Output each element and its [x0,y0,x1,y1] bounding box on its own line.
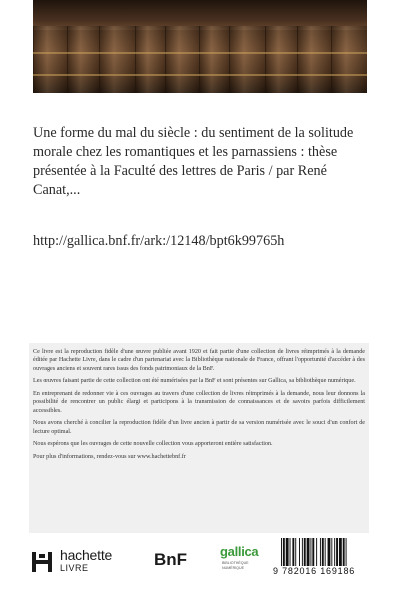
publisher-logos-row [30,538,370,578]
livre-wordmark: LIVRE [60,563,89,573]
hachette-h-logo-icon [30,550,54,574]
barcode-digits: 9 782016 169186 [273,566,356,576]
info-paragraph: Ce livre est la reproduction fidèle d'une œuvre publiée avant 1920 et fait partie d'une collection de livres réimprimés à la demande éditée par Hachette Livre, dans le cadre d'un partenariat avec la Bibliothèque nationale de France, offrant l'opportunité d'accéder à des ouvrages anciens et souvent rares issus des fonds patrimoniaux de la BnF. [33,349,365,372]
info-paragraph: En entreprenant de redonner vie à ces ouvrages au travers d'une collection de livres réimprimés à la demande, nous leur donnons la possibilité de rencontrer un public élargi et participons à la transmission de connaissances et de savoirs parfois difficilement accessibles. [33,391,365,414]
isbn-barcode [273,538,369,576]
barcode-bars-icon [281,538,369,566]
info-paragraph: Nous espérons que les ouvrages de cette nouvelle collection vous apporteront entière satisfaction. [33,441,273,448]
bnf-logo: BnF [154,550,188,569]
hachette-wordmark: hachette [60,547,113,563]
info-paragraph: Les œuvres faisant partie de cette collection ont été numérisées par la BnF et sont présentes sur Gallica, sa bibliothèque numérique. [33,378,356,385]
hachette-livre-logo [30,546,150,576]
info-paragraph: Pour plus d'informations, rendez-vous sur www.hachettebnf.fr [33,454,186,460]
gallica-logo [220,544,264,574]
gallica-url: http://gallica.bnf.fr/ark:/12148/bpt6k99765h [33,233,285,249]
info-text-block [33,348,365,466]
gallica-subtitle: BIBLIOTHÈQUE [222,561,249,565]
gallica-subtitle: NUMÉRIQUE [222,566,244,570]
gallica-wordmark: gallica [220,544,259,559]
info-paragraph: Nous avons cherché à concilier la reproduction fidèle d'un livre ancien à partir de sa version numérisée avec le souci d'un confort de lecture optimal. [33,420,365,435]
book-title: Une forme du mal du siècle : du sentiment de la solitude morale chez les romantiques et les parnassiens : thèse présentée à la Faculté des lettres de Paris / par René Canat,... [33,125,354,198]
decorative-book-spines-banner [33,0,367,93]
